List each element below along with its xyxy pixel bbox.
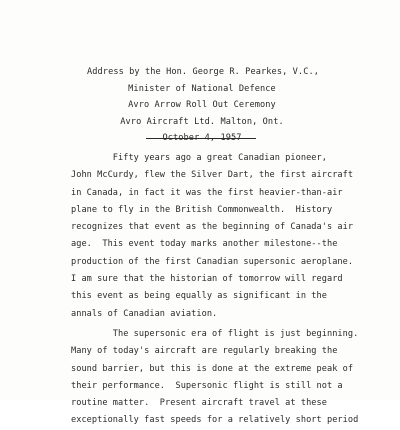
heading-speaker: Address by the Hon. George R. Pearkes, V.C.,	[86, 67, 320, 77]
text-line: this event as being equally as significant in the	[71, 291, 327, 302]
paragraph-2	[71, 326, 371, 430]
text-line: Many of today's aircraft are regularly breaking the	[71, 346, 338, 357]
text-line: I am sure that the historian of tomorrow will regard	[71, 274, 343, 285]
heading-underline	[146, 138, 256, 139]
text-line: in Canada, in fact it was the first heavier-than-air	[71, 187, 343, 198]
text-line: production of the first Canadian supersonic aeroplane.	[71, 256, 354, 267]
speech-body	[71, 150, 371, 430]
text-line: sound barrier, but this is done at the extreme peak of	[71, 363, 354, 374]
text-line: annals of Canadian aviation.	[71, 308, 218, 319]
text-line: recognizes that event as the beginning of Canada's air	[71, 222, 354, 233]
heading-location: Avro Aircraft Ltd. Malton, Ont.	[120, 116, 284, 127]
text-line: routine matter. Present aircraft travel at these	[71, 398, 327, 409]
text-line: their performance. Supersonic flight is still not a	[71, 380, 343, 391]
text-line: John McCurdy, flew the Silver Dart, the first aircraft	[71, 170, 354, 181]
text-line: age. This event today marks another milestone--the	[71, 239, 338, 250]
paragraph-1	[71, 150, 371, 323]
text-line: Fifty years ago a great Canadian pioneer,	[71, 153, 327, 163]
address-heading	[0, 64, 400, 147]
text-line: The supersonic era of flight is just beginning.	[71, 328, 359, 339]
text-line: plane to fly in the British Commonwealth. History	[71, 204, 333, 215]
heading-title: Minister of National Defence	[128, 83, 276, 94]
heading-event: Avro Arrow Roll Out Ceremony	[128, 100, 276, 111]
text-line: exceptionally fast speeds for a relatively short period	[71, 415, 359, 426]
